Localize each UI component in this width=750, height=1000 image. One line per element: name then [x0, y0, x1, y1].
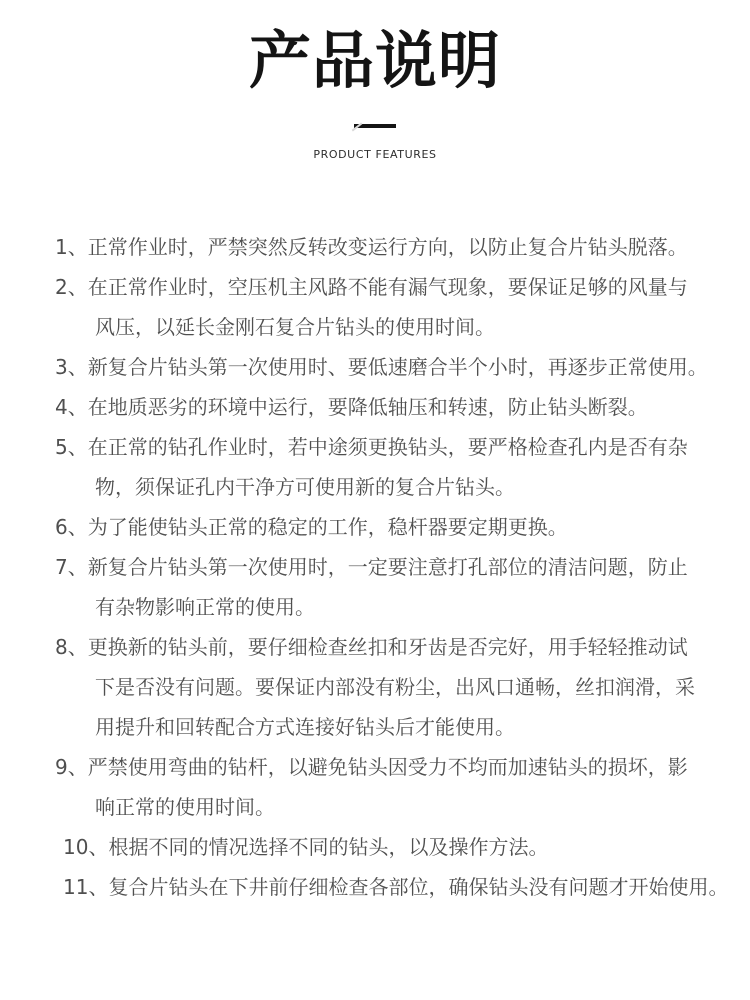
- item-text: 在正常作业时，空压机主风路不能有漏气现象，要保证足够的风量与: [87, 275, 688, 299]
- item-first-line: [55, 347, 716, 387]
- item-first-line: [55, 747, 716, 787]
- item-number: 7、: [55, 555, 88, 579]
- page-title: 产品说明: [248, 24, 501, 97]
- item-first-line: [55, 627, 716, 667]
- item-number: 1、: [55, 235, 88, 259]
- list-item: [55, 747, 716, 827]
- item-number: 8、: [55, 635, 88, 659]
- item-first-line: [55, 227, 716, 267]
- item-text: 复合片钻头在下井前仔细检查各部位，确保钻头没有问题才开始使用。: [108, 875, 729, 899]
- list-item: [55, 547, 716, 627]
- page-header: [0, 0, 750, 162]
- item-first-line: [55, 267, 716, 307]
- item-text-continuation: 风压，以延长金刚石复合片钻头的使用时间。: [95, 315, 495, 339]
- item-number: 5、: [55, 435, 88, 459]
- list-item: [55, 267, 716, 347]
- item-text: 新复合片钻头第一次使用时、要低速磨合半个小时，再逐步正常使用。: [87, 355, 708, 379]
- list-item: [55, 827, 716, 867]
- item-first-line: [63, 827, 716, 867]
- item-text: 严禁使用弯曲的钻杆，以避免钻头因受力不均而加速钻头的损坏，影: [87, 755, 688, 779]
- item-number: 9、: [55, 755, 88, 779]
- item-number: 10、: [63, 835, 109, 859]
- item-text: 为了能使钻头正常的稳定的工作，稳杆器要定期更换。: [87, 515, 568, 539]
- list-item: [55, 507, 716, 547]
- item-text-continuation: 物，须保证孔内干净方可使用新的复合片钻头。: [95, 475, 515, 499]
- list-item: [55, 427, 716, 507]
- item-first-line: [63, 867, 729, 907]
- title-divider: [0, 124, 750, 128]
- item-number: 3、: [55, 355, 88, 379]
- list-item: [55, 627, 716, 747]
- item-number: 6、: [55, 515, 88, 539]
- item-text: 新复合片钻头第一次使用时，一定要注意打孔部位的清洁问题，防止: [87, 555, 688, 579]
- item-text: 正常作业时，严禁突然反转改变运行方向，以防止复合片钻头脱落。: [87, 235, 688, 259]
- item-text-continuation: 下是否没有问题。要保证内部没有粉尘，出风口通畅，丝扣润滑，采: [95, 675, 695, 699]
- item-text-continuation: 响正常的使用时间。: [95, 795, 275, 819]
- item-text: 在地质恶劣的环境中运行，要降低轴压和转速，防止钻头断裂。: [87, 395, 648, 419]
- item-text-continuation: 有杂物影响正常的使用。: [95, 595, 315, 619]
- feature-list: [0, 227, 750, 907]
- list-item: [55, 227, 716, 267]
- item-number: 2、: [55, 275, 88, 299]
- item-first-line: [55, 427, 716, 467]
- item-first-line: [55, 507, 716, 547]
- item-number: 11、: [63, 875, 109, 899]
- item-first-line: [55, 547, 716, 587]
- list-item: [55, 387, 716, 427]
- item-text-continuation: 用提升和回转配合方式连接好钻头后才能使用。: [95, 715, 515, 739]
- item-text: 在正常的钻孔作业时，若中途须更换钻头，要严格检查孔内是否有杂: [87, 435, 688, 459]
- list-item: [55, 867, 729, 907]
- list-item: [55, 347, 716, 387]
- item-number: 4、: [55, 395, 88, 419]
- item-first-line: [55, 387, 716, 427]
- page-subtitle: PRODUCT FEATURES: [313, 148, 437, 161]
- item-text: 根据不同的情况选择不同的钻头，以及操作方法。: [108, 835, 549, 859]
- item-text: 更换新的钻头前，要仔细检查丝扣和牙齿是否完好，用手轻轻推动试: [87, 635, 688, 659]
